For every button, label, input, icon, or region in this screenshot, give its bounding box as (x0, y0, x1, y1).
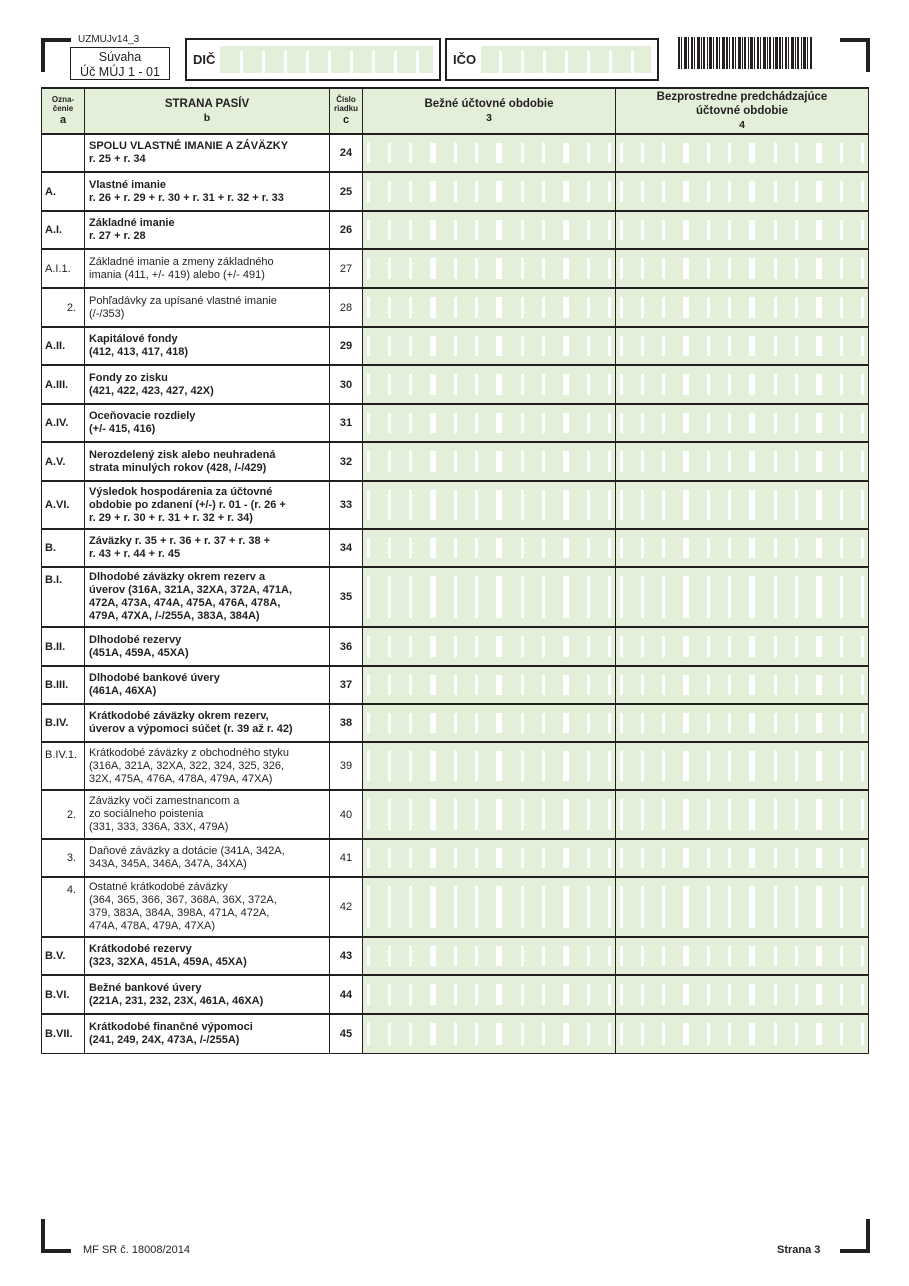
previous-period-input[interactable] (616, 134, 869, 172)
row-description-line: r. 27 + r. 28 (89, 230, 146, 242)
table-row (42, 134, 869, 172)
table-row (42, 742, 869, 790)
row-description-line: Základné imanie (89, 217, 175, 229)
row-code: B.III. (42, 666, 85, 704)
row-code: B.IV. (42, 704, 85, 742)
row-description-line: Kapitálové fondy (89, 333, 178, 345)
current-period-input[interactable] (363, 877, 616, 937)
row-description (85, 1014, 330, 1053)
row-description-line: 32X, 475A, 476A, 478A, 479A, 47XA) (89, 772, 273, 785)
row-description-line: (323, 32XA, 451A, 459A, 45XA) (89, 956, 247, 968)
row-description-line: Fondy zo zisku (89, 371, 168, 384)
row-code: B.I. (42, 567, 85, 627)
table-row (42, 1014, 869, 1053)
row-description-line: Nerozdelený zisk alebo neuhradená (89, 448, 276, 461)
row-description-line: 343A, 345A, 346A, 347A, 34XA) (89, 858, 247, 870)
row-code: B.VII. (42, 1014, 85, 1053)
table-row (42, 704, 869, 742)
previous-period-input[interactable] (616, 529, 869, 567)
header-col-3: Bežné účtovné obdobie 3 (363, 88, 616, 134)
row-description-line: (/-/353) (89, 307, 125, 320)
previous-period-input[interactable] (616, 442, 869, 481)
row-description (85, 404, 330, 442)
row-line-number: 29 (330, 327, 363, 365)
row-description (85, 704, 330, 742)
table-row (42, 211, 869, 249)
row-description-line: Základné imanie a zmeny základného (89, 255, 274, 268)
row-description-line: SPOLU VLASTNÉ IMANIE A ZÁVÄZKY (89, 140, 289, 152)
row-description (85, 666, 330, 704)
row-description-line: úverov (316A, 321A, 32XA, 372A, 471A, (89, 584, 293, 596)
table-row (42, 442, 869, 481)
row-code: B. (42, 529, 85, 567)
current-period-input[interactable] (363, 627, 616, 666)
row-line-number: 25 (330, 172, 363, 211)
row-description (85, 365, 330, 404)
row-description-line: (316A, 321A, 32XA, 322, 324, 325, 326, (89, 759, 285, 772)
previous-period-input[interactable] (616, 877, 869, 937)
ico-label: IČO (453, 52, 477, 67)
table-row (42, 288, 869, 327)
previous-period-input[interactable] (616, 249, 869, 288)
row-description-line: r. 29 + r. 30 + r. 31 + r. 32 + r. 34) (89, 511, 253, 524)
row-description (85, 442, 330, 481)
table-row (42, 666, 869, 704)
current-period-input[interactable] (363, 666, 616, 704)
row-description-line: Daňové záväzky a dotácie (341A, 342A, (89, 845, 285, 857)
barcode (678, 37, 813, 69)
row-line-number: 45 (330, 1014, 363, 1053)
row-description-line: 379, 383A, 384A, 398A, 471A, 472A, (89, 907, 270, 919)
row-line-number: 34 (330, 529, 363, 567)
current-period-input[interactable] (363, 529, 616, 567)
previous-period-input[interactable] (616, 288, 869, 327)
table-row (42, 839, 869, 877)
form-code: UZMUJv14_3 (78, 34, 140, 45)
row-description-line: Dlhodobé záväzky okrem rezerv a (89, 571, 266, 583)
row-description-line: obdobie po zdanení (+/-) r. 01 - (r. 26 + (89, 498, 286, 511)
form-title: Súvaha (98, 50, 142, 64)
row-code: B.II. (42, 627, 85, 666)
current-period-input[interactable] (363, 327, 616, 365)
row-description (85, 288, 330, 327)
previous-period-input[interactable] (616, 365, 869, 404)
table-row (42, 790, 869, 839)
current-period-input[interactable] (363, 211, 616, 249)
row-line-number: 44 (330, 975, 363, 1014)
header-col-4: Bezprostredne predchádzajúce účtovné obdobie 4 (616, 88, 869, 134)
row-description (85, 790, 330, 839)
row-code: B.V. (42, 937, 85, 975)
table-row (42, 404, 869, 442)
previous-period-input[interactable] (616, 567, 869, 627)
table-row (42, 937, 869, 975)
row-code: B.IV.1. (42, 742, 85, 790)
previous-period-input[interactable] (616, 937, 869, 975)
header-col-c: Číslo riadku c (330, 88, 363, 134)
corner-mark-bottom-left (41, 1219, 71, 1253)
previous-period-input[interactable] (616, 627, 869, 666)
row-line-number: 24 (330, 134, 363, 172)
corner-mark-top-right (840, 38, 870, 72)
row-line-number: 43 (330, 937, 363, 975)
row-code: A.I. (42, 211, 85, 249)
liabilities-table (41, 87, 869, 1054)
ico-input[interactable] (481, 46, 651, 73)
current-period-input[interactable] (363, 365, 616, 404)
row-code: A.I.1. (42, 249, 85, 288)
row-description-line: Záväzky r. 35 + r. 36 + r. 37 + r. 38 + (89, 535, 271, 547)
row-description-line: 472A, 473A, 474A, 475A, 476A, 478A, (89, 597, 281, 609)
table-row (42, 327, 869, 365)
row-description-line: r. 25 + r. 34 (89, 153, 146, 165)
row-line-number: 38 (330, 704, 363, 742)
row-description (85, 211, 330, 249)
header-col-a: Ozna- čenie a (42, 88, 85, 134)
row-description-line: zo sociálneho poistenia (89, 808, 204, 820)
current-period-input[interactable] (363, 937, 616, 975)
previous-period-input[interactable] (616, 327, 869, 365)
current-period-input[interactable] (363, 704, 616, 742)
row-description-line: Krátkodobé záväzky z obchodného styku (89, 746, 289, 759)
row-code: A.IV. (42, 404, 85, 442)
footer-page-number: Strana 3 (777, 1244, 821, 1256)
row-description (85, 529, 330, 567)
row-description-line: (451A, 459A, 45XA) (89, 646, 189, 659)
row-description-line: r. 43 + r. 44 + r. 45 (89, 548, 181, 560)
row-description-line: Krátkodobé finančné výpomoci (89, 1020, 253, 1033)
row-description-line: imania (411, +/- 419) alebo (+/- 491) (89, 268, 265, 281)
row-code: A.II. (42, 327, 85, 365)
row-description-line: (241, 249, 24X, 473A, /-/255A) (89, 1033, 240, 1046)
current-period-input[interactable] (363, 481, 616, 529)
table-row (42, 249, 869, 288)
row-description-line: (+/- 415, 416) (89, 423, 156, 435)
row-line-number: 32 (330, 442, 363, 481)
row-code: 3. (42, 839, 85, 877)
row-description (85, 327, 330, 365)
dic-input[interactable] (220, 46, 433, 73)
row-description (85, 249, 330, 288)
row-line-number: 35 (330, 567, 363, 627)
row-code (42, 134, 85, 172)
row-description-line: 474A, 478A, 479A, 47XA) (89, 920, 215, 932)
previous-period-input[interactable] (616, 704, 869, 742)
previous-period-input[interactable] (616, 790, 869, 839)
row-code: A.III. (42, 365, 85, 404)
row-description (85, 134, 330, 172)
row-description-line: Záväzky voči zamestnancom a (89, 795, 240, 807)
row-description-line: (364, 365, 366, 367, 368A, 36X, 372A, (89, 894, 277, 906)
row-line-number: 41 (330, 839, 363, 877)
current-period-input[interactable] (363, 134, 616, 172)
corner-mark-bottom-right (840, 1219, 870, 1253)
row-description-line: Dlhodobé bankové úvery (89, 672, 220, 684)
row-description-line: r. 26 + r. 29 + r. 30 + r. 31 + r. 32 + r. 33 (89, 191, 284, 204)
table-row (42, 481, 869, 529)
row-line-number: 28 (330, 288, 363, 327)
row-description-line: Bežné bankové úvery (89, 981, 202, 994)
dic-label: DIČ (193, 52, 216, 67)
row-line-number: 40 (330, 790, 363, 839)
table-row (42, 877, 869, 937)
table-row (42, 365, 869, 404)
current-period-input[interactable] (363, 172, 616, 211)
previous-period-input[interactable] (616, 742, 869, 790)
row-description-line: Vlastné imanie (89, 178, 167, 191)
previous-period-input[interactable] (616, 839, 869, 877)
current-period-input[interactable] (363, 975, 616, 1014)
row-description-line: (421, 422, 423, 427, 42X) (89, 384, 214, 397)
row-description-line: strata minulých rokov (428, /-/429) (89, 461, 267, 474)
row-code: A.VI. (42, 481, 85, 529)
previous-period-input[interactable] (616, 481, 869, 529)
current-period-input[interactable] (363, 1014, 616, 1053)
current-period-input[interactable] (363, 442, 616, 481)
table-header (42, 88, 869, 134)
previous-period-input[interactable] (616, 975, 869, 1014)
row-description-line: Oceňovacie rozdiely (89, 410, 196, 422)
row-description-line: Krátkodobé záväzky okrem rezerv, (89, 710, 269, 722)
row-description-line: Ostatné krátkodobé záväzky (89, 881, 228, 893)
header-col-b: STRANA PASÍV b (85, 88, 330, 134)
form-title-box (70, 47, 170, 80)
row-description (85, 481, 330, 529)
current-period-input[interactable] (363, 839, 616, 877)
row-line-number: 42 (330, 877, 363, 937)
row-description-line: Krátkodobé rezervy (89, 943, 192, 955)
row-description (85, 627, 330, 666)
dic-field[interactable] (185, 38, 441, 81)
ico-field[interactable] (445, 38, 659, 81)
row-description (85, 839, 330, 877)
row-line-number: 36 (330, 627, 363, 666)
corner-mark-top-left (41, 38, 71, 72)
row-description-line: 479A, 47XA, /-/255A, 383A, 384A) (89, 610, 260, 622)
row-code: A. (42, 172, 85, 211)
row-description-line: Dlhodobé rezervy (89, 633, 182, 646)
form-subtitle: Úč MÚJ 1 - 01 (80, 65, 160, 79)
row-description-line: Výsledok hospodárenia za účtovné (89, 485, 273, 498)
row-line-number: 26 (330, 211, 363, 249)
table-row (42, 172, 869, 211)
row-description (85, 937, 330, 975)
row-code: 2. (42, 790, 85, 839)
row-line-number: 27 (330, 249, 363, 288)
table-row (42, 627, 869, 666)
previous-period-input[interactable] (616, 1014, 869, 1053)
row-description (85, 742, 330, 790)
current-period-input[interactable] (363, 404, 616, 442)
row-code: 4. (42, 877, 85, 937)
row-line-number: 39 (330, 742, 363, 790)
current-period-input[interactable] (363, 249, 616, 288)
row-description-line: (221A, 231, 232, 23X, 461A, 46XA) (89, 994, 264, 1007)
row-line-number: 30 (330, 365, 363, 404)
row-description (85, 877, 330, 937)
previous-period-input[interactable] (616, 666, 869, 704)
table-row (42, 567, 869, 627)
previous-period-input[interactable] (616, 211, 869, 249)
row-code: A.V. (42, 442, 85, 481)
row-description (85, 172, 330, 211)
row-line-number: 37 (330, 666, 363, 704)
row-description (85, 975, 330, 1014)
row-description-line: Pohľadávky za upísané vlastné imanie (89, 294, 277, 307)
row-code: B.VI. (42, 975, 85, 1014)
row-description-line: úverov a výpomoci súčet (r. 39 až r. 42) (89, 723, 293, 735)
table-row (42, 529, 869, 567)
previous-period-input[interactable] (616, 172, 869, 211)
row-code: 2. (42, 288, 85, 327)
footer-ministry-ref: MF SR č. 18008/2014 (83, 1244, 191, 1256)
row-line-number: 33 (330, 481, 363, 529)
row-description-line: (331, 333, 336A, 33X, 479A) (89, 821, 229, 833)
current-period-input[interactable] (363, 288, 616, 327)
row-line-number: 31 (330, 404, 363, 442)
table-row (42, 975, 869, 1014)
current-period-input[interactable] (363, 790, 616, 839)
row-description-line: (461A, 46XA) (89, 685, 157, 697)
current-period-input[interactable] (363, 742, 616, 790)
row-description (85, 567, 330, 627)
current-period-input[interactable] (363, 567, 616, 627)
previous-period-input[interactable] (616, 404, 869, 442)
row-description-line: (412, 413, 417, 418) (89, 346, 189, 358)
